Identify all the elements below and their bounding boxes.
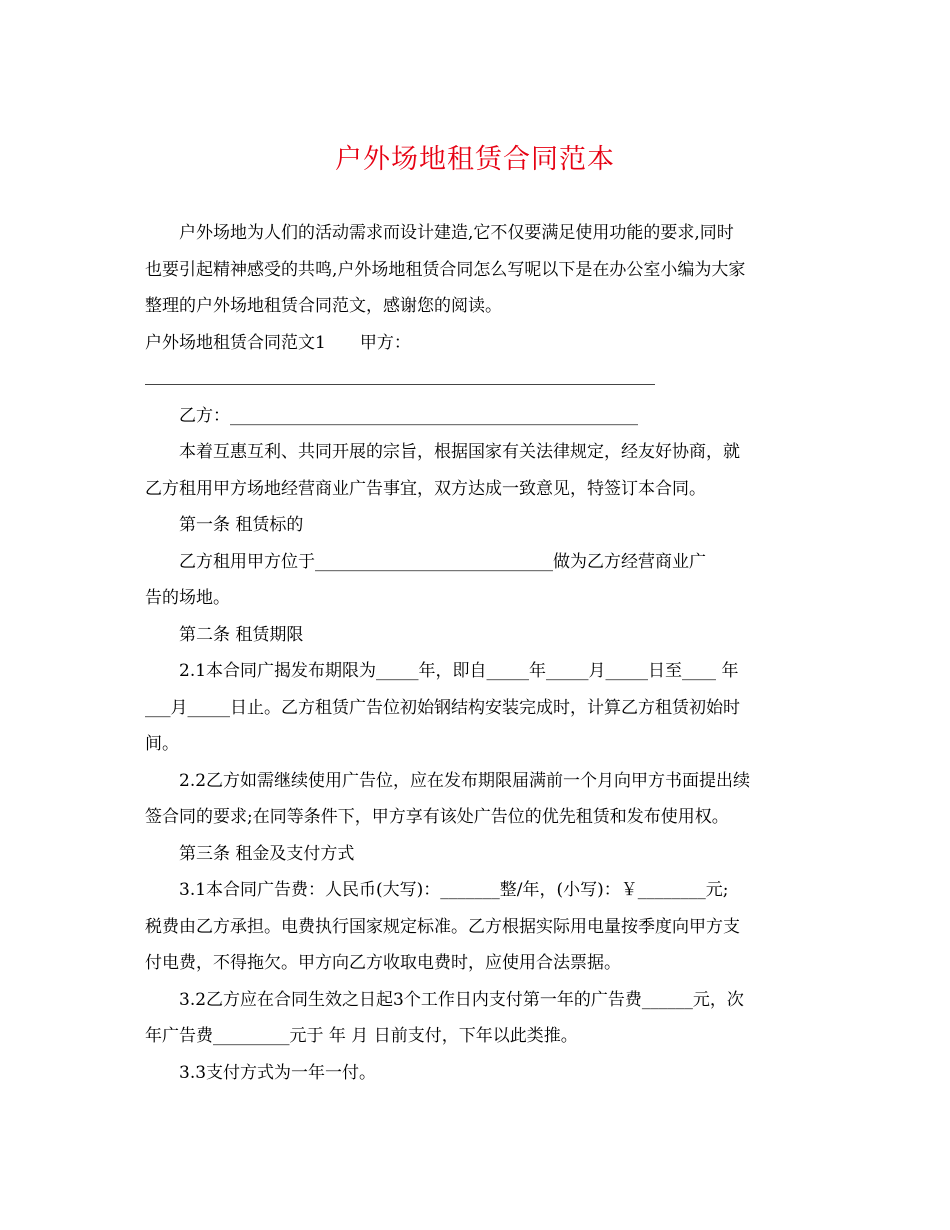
- clause-2-2-line-1: 2.2乙方如需继续使用广告位，应在发布期限届满前一个月向甲方书面提出续: [179, 771, 751, 791]
- party-a-blank-rule: [145, 384, 655, 385]
- party-b-label: 乙方：________________________________________________: [179, 406, 638, 426]
- preamble-line-1: 本着互惠互利、共同开展的宗旨，根据国家有关法律规定，经友好协商，就: [179, 442, 740, 462]
- article-1-line-1: 乙方租用甲方位于____________________________做为乙方经营商业广: [179, 552, 706, 572]
- clause-3-3-line-1: 3.3支付方式为一年一付。: [179, 1063, 377, 1083]
- clause-2-1-line-3: 间。: [145, 734, 179, 754]
- article-3-heading: 第三条 租金及支付方式: [179, 844, 355, 864]
- document-title: 户外场地租赁合同范本: [335, 144, 615, 175]
- preamble-line-2: 乙方租用甲方场地经营商业广告事宜，双方达成一致意见，特签订本合同。: [145, 479, 706, 499]
- clause-3-1-line-3: 付电费，不得拖欠。甲方向乙方收取电费时，应使用合法票据。: [145, 953, 621, 973]
- article-1-line-2: 告的场地。: [145, 588, 230, 608]
- clause-2-1-line-2: ___月_____日止。乙方租赁广告位初始钢结构安装完成时，计算乙方租赁初始时: [145, 698, 740, 718]
- clause-3-1-line-2: 税费由乙方承担。电费执行国家规定标准。乙方根据实际用电量按季度向甲方支: [145, 917, 740, 937]
- intro-line-2: 也要引起精神感受的共鸣,户外场地租赁合同怎么写呢以下是在办公室小编为大家: [145, 260, 746, 280]
- party-a-label: 户外场地租赁合同范文1 甲方：: [145, 333, 411, 353]
- clause-3-1-line-1: 3.1本合同广告费：人民币(大写)：_______整/年，(小写)：￥________元;: [179, 880, 729, 900]
- clause-3-2-line-2: 年广告费_________元于 年 月 日前支付，下年以此类推。: [145, 1026, 578, 1046]
- intro-line-1: 户外场地为人们的活动需求而设计建造,它不仅要满足使用功能的要求,同时: [179, 223, 734, 243]
- clause-2-1-line-1: 2.1本合同广揭发布期限为_____年，即自_____年_____月_____日至____ 年: [179, 661, 739, 681]
- clause-3-2-line-1: 3.2乙方应在合同生效之日起3个工作日内支付第一年的广告费______元，次: [179, 990, 744, 1010]
- article-2-heading: 第二条 租赁期限: [179, 625, 304, 645]
- article-1-heading: 第一条 租赁标的: [179, 515, 304, 535]
- clause-2-2-line-2: 签合同的要求;在同等条件下，甲方享有该处广告位的优先租赁和发布使用权。: [145, 807, 729, 827]
- intro-line-3: 整理的户外场地租赁合同范文，感谢您的阅读。: [145, 296, 502, 316]
